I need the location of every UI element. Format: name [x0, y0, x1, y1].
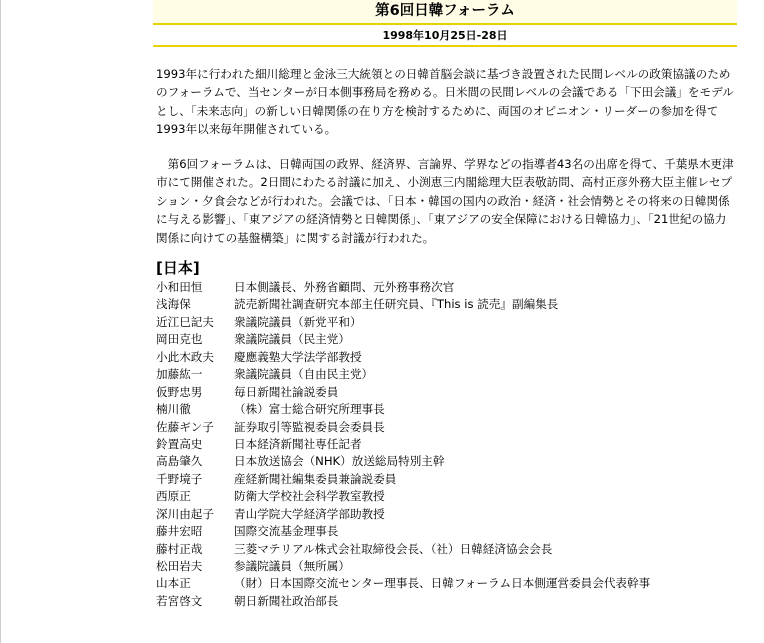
member-name: 岡田克也: [156, 332, 203, 347]
left-border: [0, 0, 1, 643]
member-name: 藤井宏昭: [156, 524, 203, 539]
member-title: 防衛大学校社会科学教室教授: [234, 489, 385, 504]
member-row: [156, 558, 756, 575]
member-row: [156, 314, 756, 331]
member-row: [156, 419, 756, 436]
member-name: 浅海保: [156, 297, 191, 312]
member-row: [156, 296, 756, 313]
member-name: 高島肇久: [156, 454, 203, 469]
member-row: [156, 384, 756, 401]
member-title: 毎日新聞社論説委員: [234, 384, 339, 399]
member-row: [156, 575, 756, 592]
member-row: [156, 366, 756, 383]
member-title: 衆議院議員（新党平和）: [234, 314, 362, 329]
member-name: 小和田恒: [156, 280, 203, 294]
member-name: 鈴置高史: [156, 436, 203, 451]
member-title: 朝日新聞社政治部長: [234, 593, 339, 608]
member-name: 若宮啓文: [156, 593, 203, 608]
member-title: 日本側議長、外務省顧問、元外務事務次官: [234, 280, 455, 294]
summary-paragraph: [156, 155, 736, 247]
section-heading-japan: [日本]: [156, 259, 200, 277]
member-title: 証券取引等監視委員会委員長: [234, 419, 385, 434]
member-title: 国際交流基金理事長: [234, 524, 339, 539]
member-name: 深川由起子: [156, 506, 214, 521]
member-title: 産経新聞社編集委員兼論説委員: [234, 471, 397, 486]
member-name: 千野境子: [156, 471, 203, 486]
member-name: 佐藤ギン子: [156, 419, 214, 434]
member-name: 藤村正哉: [156, 541, 203, 556]
member-name: 仮野忠男: [156, 384, 203, 399]
member-title: 読売新聞社調査研究本部主任研究員、『This is 読売』副編集長: [234, 297, 559, 312]
member-name: 山本正: [156, 576, 191, 591]
member-row: [156, 331, 756, 348]
page-title: 第6回日韓フォーラム: [153, 0, 737, 25]
member-row: [156, 401, 756, 418]
intro-paragraph: 1993年に行われた細川総理と金泳三大統領との日韓首脳会談に基づき設置された民間レベルの政策協議のためのフォーラムで、当センターが日本側事務局を務める。日米間の民間レベルの会議である「下田会議」をモデルとし、「未来志向」の新しい日韓関係の在り方を検討するために、両国のオピニオン・リーダーの参加を得て1993年以来毎年開催されている。: [156, 67, 734, 137]
member-row: [156, 471, 756, 488]
member-row: [156, 436, 756, 453]
member-name: 小此木政夫: [156, 349, 214, 364]
member-name: 松田岩夫: [156, 559, 203, 573]
member-title: （財）日本国際交流センター理事長、日韓フォーラム日本側運営委員会代表幹事: [234, 576, 651, 591]
member-row: [156, 541, 756, 558]
member-row: [156, 453, 756, 470]
member-title: 日本経済新聞社専任記者: [234, 436, 362, 451]
member-title: 衆議院議員（自由民主党）: [234, 367, 374, 382]
summary-paragraph-text: 第6回フォーラムは、日韓両国の政界、経済界、言論界、学界などの指導者43名の出席を得て、千葉県木更津市にて開催された。2日間にわたる討議に加え、小渕恵三内閣総理大臣表敬訪問、高村正彦外務大臣主催レセプション・夕食会などが行われた。会議では、「日本・韓国の国内の政治・経済・社会情勢とその将来の日韓関係に与える影響」、「東アジアの経済情勢と日韓関係」、「東アジアの安全保障における日韓協力」、「21世紀の協力関係に向けての基盤構築」に関する討議が行われた。: [156, 157, 734, 245]
member-row: [156, 349, 756, 366]
member-title: 青山学院大学経済学部助教授: [234, 506, 385, 521]
member-name: 加藤紘一: [156, 367, 203, 382]
member-title: 慶應義塾大学法学部教授: [234, 349, 362, 364]
member-name: 近江巳記夫: [156, 314, 214, 329]
member-title: 衆議院議員（民主党）: [234, 332, 350, 347]
member-row: [156, 506, 756, 523]
member-name: 楠川徹: [156, 402, 191, 417]
member-title: （株）富士総合研究所理事長: [234, 402, 385, 417]
member-row: [156, 279, 756, 296]
member-row: [156, 523, 756, 540]
member-title: 三菱マテリアル株式会社取締役会長、（社）日韓経済協会会長: [234, 541, 553, 556]
member-title: 参議院議員（無所属）: [234, 559, 350, 573]
member-row: [156, 488, 756, 505]
event-date: 1998年10月25日-28日: [153, 27, 737, 47]
member-row: [156, 593, 756, 610]
member-list: [156, 279, 756, 610]
member-name: 西原正: [156, 489, 191, 504]
member-title: 日本放送協会（NHK）放送総局特別主幹: [234, 454, 445, 469]
